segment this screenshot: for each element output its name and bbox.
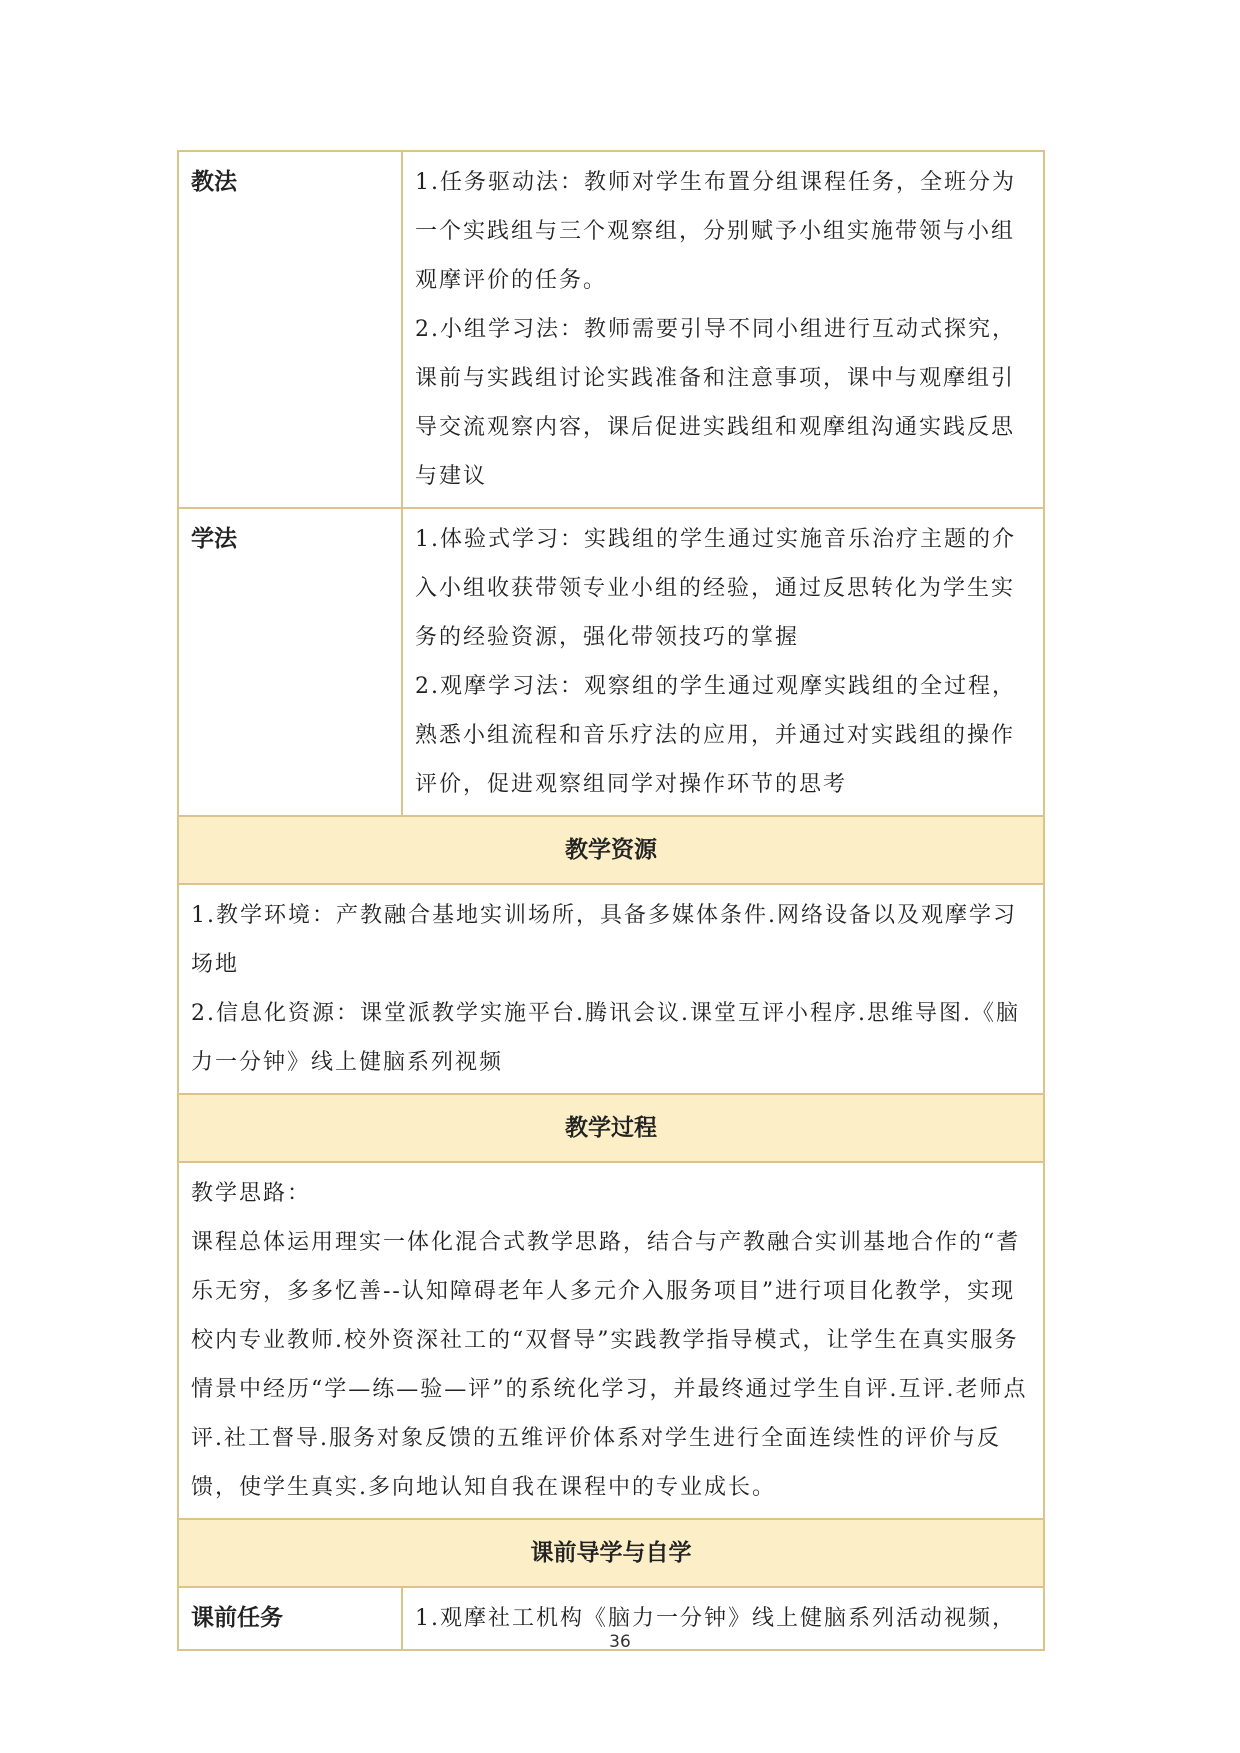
section-header-resources: 教学资源: [178, 816, 1044, 884]
content-cell-jiaofa: [402, 151, 1044, 508]
table-row-prestudy-header: [178, 1519, 1044, 1587]
process-intro: 教学思路：: [191, 1181, 312, 1206]
table-row-xuefa: [178, 508, 1044, 816]
resources-item-2: 2.信息化资源：课堂派教学实施平台.腾讯会议.课堂互评小程序.思维导图.《脑力一分钟》线上健脑系列视频: [191, 1001, 1020, 1075]
table-row-process: [178, 1162, 1044, 1519]
xuefa-item-2: 2.观摩学习法：观察组的学生通过观摩实践组的全过程，熟悉小组流程和音乐疗法的应用，并通过对实践组的操作评价，促进观察组同学对操作环节的思考: [415, 674, 1016, 797]
table-row-jiaofa: [178, 151, 1044, 508]
section-header-prestudy: 课前导学与自学: [178, 1519, 1044, 1587]
row-label-prestudy-task: 课前任务: [178, 1587, 402, 1650]
content-cell-xuefa: [402, 508, 1044, 816]
lesson-plan-table: [177, 150, 1045, 1651]
resources-item-1: 1.教学环境：产教融合基地实训场所，具备多媒体条件.网络设备以及观摩学习场地: [191, 903, 1017, 977]
table-row-process-header: [178, 1094, 1044, 1162]
table-row-resources: [178, 884, 1044, 1094]
prestudy-task-text: 1.观摩社工机构《脑力一分钟》线上健脑系列活动视频，: [415, 1606, 1016, 1631]
content-cell-process: [178, 1162, 1044, 1519]
jiaofa-item-2: 2.小组学习法：教师需要引导不同小组进行互动式探究，课前与实践组讨论实践准备和注意事项，课中与观摩组引导交流观察内容，课后促进实践组和观摩组沟通实践反思与建议: [415, 317, 1016, 489]
process-body: 课程总体运用理实一体化混合式教学思路，结合与产教融合实训基地合作的“耆乐无穷，多多忆善--认知障碍老年人多元介入服务项目”进行项目化教学，实现校内专业教师.校外资深社工的“双督导”实践教学指导模式，让学生在真实服务情景中经历“学—练—验—评”的系统化学习，并最终通过学生自评.互评.老师点评.社工督导.服务对象反馈的五维评价体系对学生进行全面连续性的评价与反馈，使学生真实.多向地认知自我在课程中的专业成长。: [191, 1230, 1028, 1500]
page-number: 36: [609, 1632, 631, 1652]
xuefa-item-1: 1.体验式学习：实践组的学生通过实施音乐治疗主题的介入小组收获带领专业小组的经验，通过反思转化为学生实务的经验资源，强化带领技巧的掌握: [415, 527, 1016, 650]
table-row-resources-header: [178, 816, 1044, 884]
jiaofa-item-1: 1.任务驱动法：教师对学生布置分组课程任务，全班分为一个实践组与三个观察组，分别赋予小组实施带领与小组观摩评价的任务。: [415, 170, 1016, 293]
content-cell-resources: [178, 884, 1044, 1094]
row-label-xuefa: 学法: [178, 508, 402, 816]
row-label-jiaofa: 教法: [178, 151, 402, 508]
section-header-process: 教学过程: [178, 1094, 1044, 1162]
